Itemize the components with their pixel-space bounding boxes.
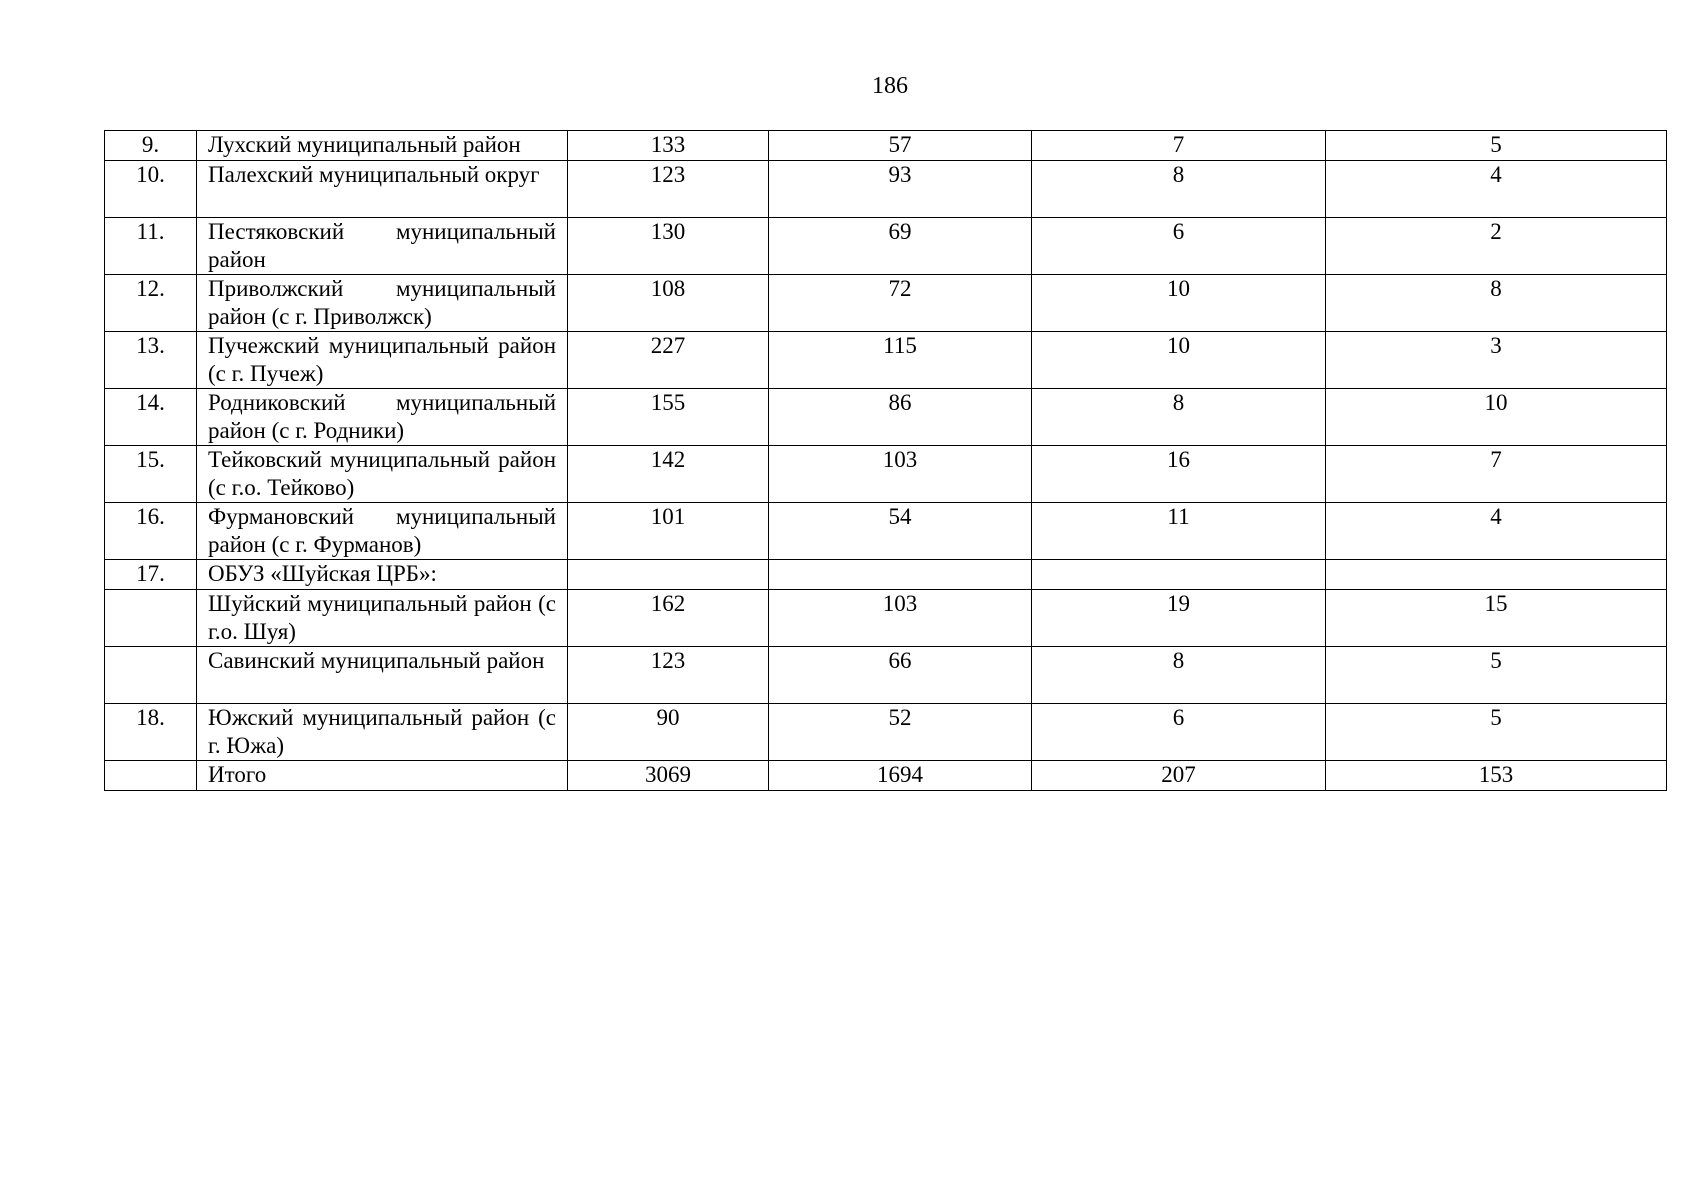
- value-col-3: 16: [1032, 446, 1326, 503]
- value-col-4: 15: [1326, 590, 1667, 647]
- district-name: Палехский муниципальный округ: [197, 161, 568, 218]
- value-col-2: 1694: [769, 761, 1032, 791]
- value-col-3: 19: [1032, 590, 1326, 647]
- row-number: 9.: [105, 131, 197, 161]
- value-col-4: 4: [1326, 161, 1667, 218]
- value-col-2: 69: [769, 218, 1032, 275]
- value-col-4: 8: [1326, 275, 1667, 332]
- value-col-3: 6: [1032, 704, 1326, 761]
- row-number: [105, 590, 197, 647]
- value-col-4: 3: [1326, 332, 1667, 389]
- value-col-1: 130: [568, 218, 769, 275]
- value-col-1: 123: [568, 647, 769, 704]
- district-name: Приволжский муниципальный район (с г. Приволжск): [197, 275, 568, 332]
- table-row: [105, 131, 1667, 161]
- value-col-4: [1326, 560, 1667, 590]
- value-col-2: 54: [769, 503, 1032, 560]
- row-number: 13.: [105, 332, 197, 389]
- table-row: [105, 704, 1667, 761]
- table-row: [105, 332, 1667, 389]
- value-col-1: 162: [568, 590, 769, 647]
- value-col-1: 101: [568, 503, 769, 560]
- table-row: [105, 590, 1667, 647]
- value-col-2: 66: [769, 647, 1032, 704]
- value-col-2: 86: [769, 389, 1032, 446]
- district-name: Пучежский муниципальный район (с г. Пучеж): [197, 332, 568, 389]
- table-row: [105, 161, 1667, 218]
- value-col-2: 52: [769, 704, 1032, 761]
- row-number: 10.: [105, 161, 197, 218]
- value-col-3: 8: [1032, 161, 1326, 218]
- row-number: [105, 761, 197, 791]
- value-col-3: [1032, 560, 1326, 590]
- value-col-4: 2: [1326, 218, 1667, 275]
- row-number: 12.: [105, 275, 197, 332]
- value-col-3: 11: [1032, 503, 1326, 560]
- table-row: [105, 275, 1667, 332]
- value-col-4: 5: [1326, 704, 1667, 761]
- district-name: Лухский муниципальный район: [197, 131, 568, 161]
- district-name: Савинский муниципальный район: [197, 647, 568, 704]
- district-name: Тейковский муниципальный район (с г.о. Тейково): [197, 446, 568, 503]
- value-col-3: 10: [1032, 275, 1326, 332]
- value-col-1: 90: [568, 704, 769, 761]
- value-col-1: 3069: [568, 761, 769, 791]
- table-row: [105, 503, 1667, 560]
- table-row: [105, 647, 1667, 704]
- table-row: [105, 761, 1667, 791]
- district-name: Фурмановский муниципальный район (с г. Фурманов): [197, 503, 568, 560]
- value-col-2: [769, 560, 1032, 590]
- value-col-2: 115: [769, 332, 1032, 389]
- value-col-4: 153: [1326, 761, 1667, 791]
- row-number: 15.: [105, 446, 197, 503]
- table-row: [105, 560, 1667, 590]
- value-col-3: 7: [1032, 131, 1326, 161]
- value-col-3: 207: [1032, 761, 1326, 791]
- row-number: 14.: [105, 389, 197, 446]
- table-row: [105, 446, 1667, 503]
- value-col-4: 10: [1326, 389, 1667, 446]
- value-col-2: 57: [769, 131, 1032, 161]
- table-row: [105, 389, 1667, 446]
- value-col-2: 72: [769, 275, 1032, 332]
- district-name: Шуйский муниципальный район (с г.о. Шуя): [197, 590, 568, 647]
- value-col-4: 5: [1326, 131, 1667, 161]
- district-name: Пестяковский муниципальный район: [197, 218, 568, 275]
- value-col-3: 8: [1032, 647, 1326, 704]
- value-col-1: 155: [568, 389, 769, 446]
- district-name: ОБУЗ «Шуйская ЦРБ»:: [197, 560, 568, 590]
- value-col-4: 4: [1326, 503, 1667, 560]
- value-col-2: 103: [769, 590, 1032, 647]
- row-number: 16.: [105, 503, 197, 560]
- value-col-1: 227: [568, 332, 769, 389]
- district-name: Родниковский муниципальный район (с г. Родники): [197, 389, 568, 446]
- row-number: 18.: [105, 704, 197, 761]
- value-col-4: 5: [1326, 647, 1667, 704]
- value-col-3: 10: [1032, 332, 1326, 389]
- value-col-3: 6: [1032, 218, 1326, 275]
- value-col-1: 133: [568, 131, 769, 161]
- district-name: Итого: [197, 761, 568, 791]
- value-col-1: 142: [568, 446, 769, 503]
- table-row: [105, 218, 1667, 275]
- page-number: 186: [872, 73, 908, 99]
- value-col-1: 123: [568, 161, 769, 218]
- value-col-2: 93: [769, 161, 1032, 218]
- row-number: 11.: [105, 218, 197, 275]
- value-col-1: 108: [568, 275, 769, 332]
- value-col-4: 7: [1326, 446, 1667, 503]
- data-table: [104, 130, 1667, 791]
- row-number: 17.: [105, 560, 197, 590]
- value-col-3: 8: [1032, 389, 1326, 446]
- district-name: Южский муниципальный район (с г. Южа): [197, 704, 568, 761]
- value-col-1: [568, 560, 769, 590]
- row-number: [105, 647, 197, 704]
- value-col-2: 103: [769, 446, 1032, 503]
